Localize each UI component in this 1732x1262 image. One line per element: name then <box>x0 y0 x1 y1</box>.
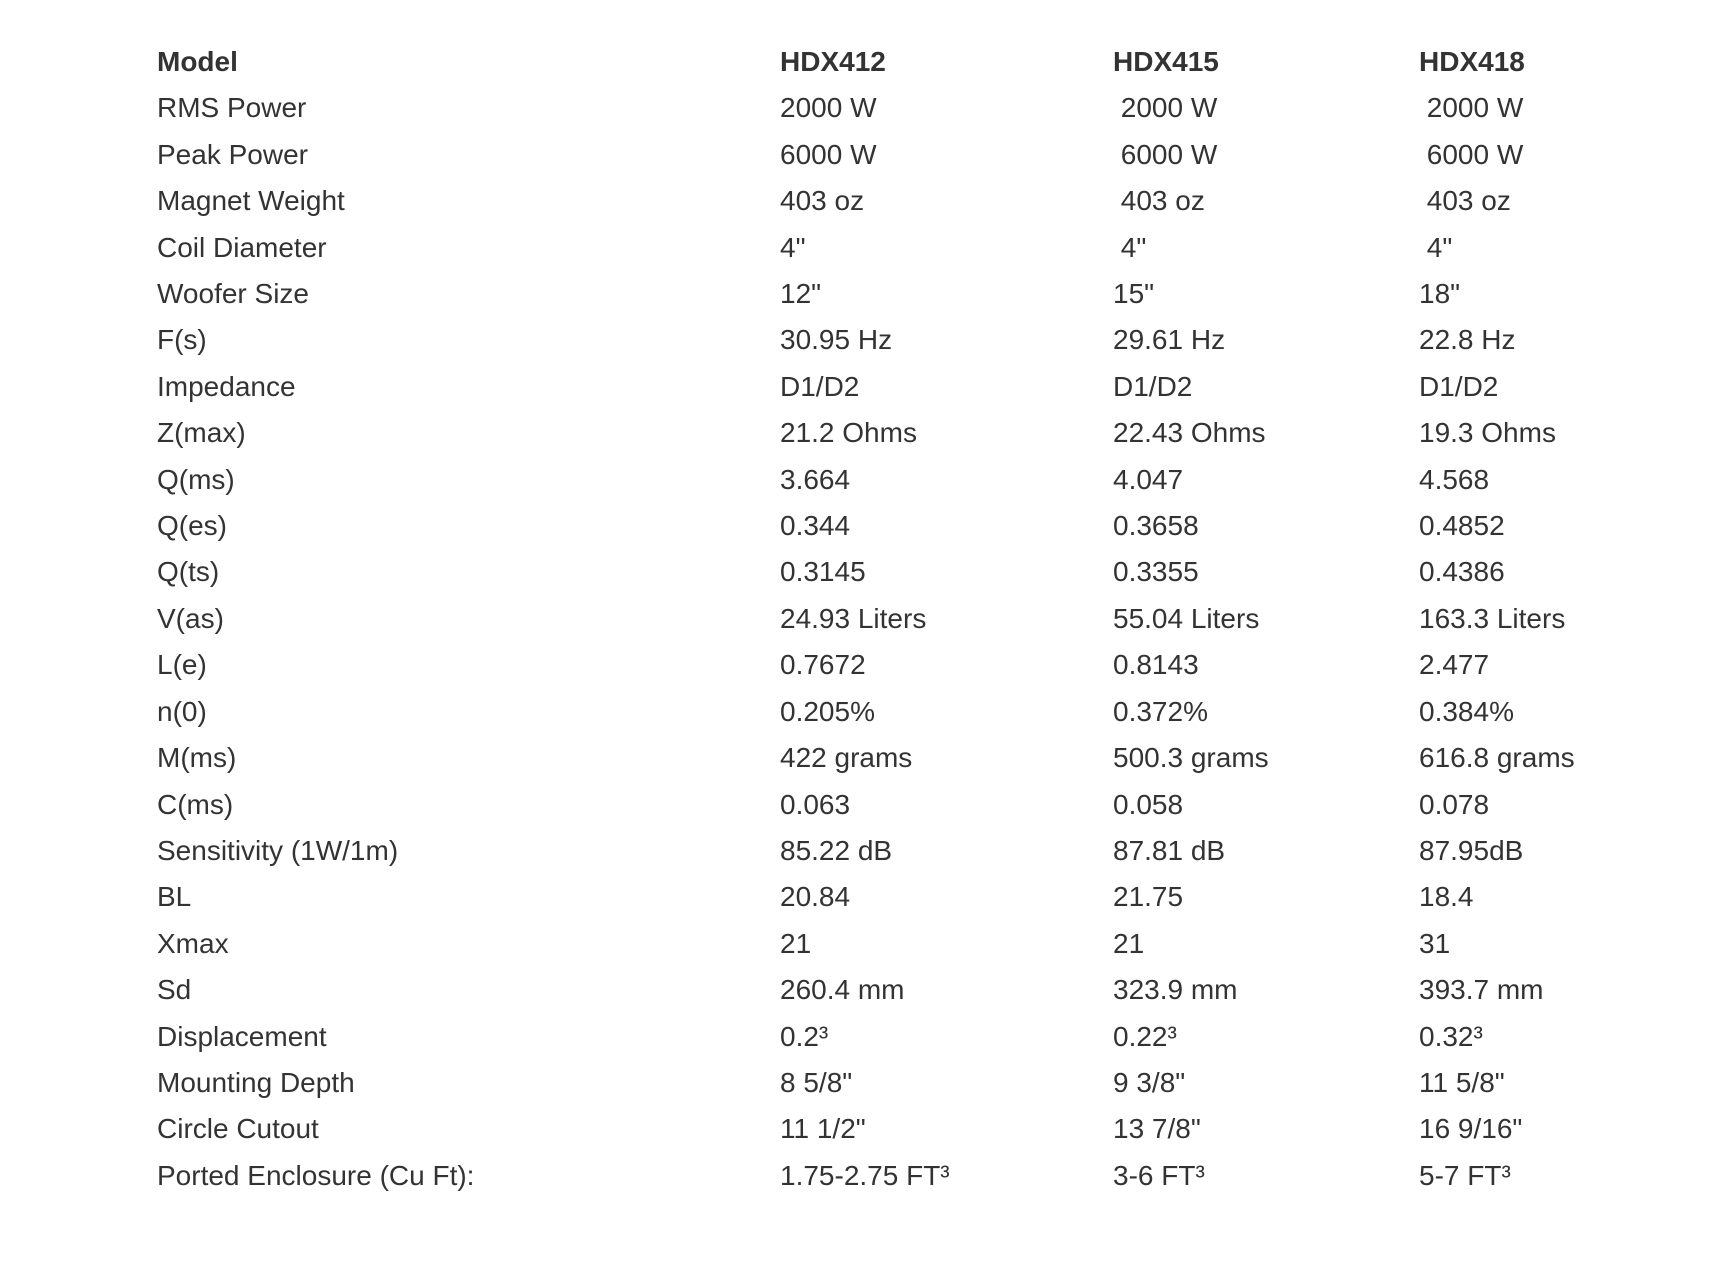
hdx412-value: 2000 W <box>780 92 877 124</box>
hdx415-value: 403 oz <box>1113 185 1205 217</box>
spec-label: F(s) <box>157 324 207 356</box>
table-row <box>157 503 1657 549</box>
hdx418-value: 2.477 <box>1419 649 1490 681</box>
hdx418-value: 0.078 <box>1419 788 1490 820</box>
hdx418-value: 403 oz <box>1419 185 1511 217</box>
hdx418-value: 5-7 FT³ <box>1419 1159 1511 1191</box>
table-row <box>157 364 1657 410</box>
spec-label: Ported Enclosure (Cu Ft): <box>157 1159 475 1191</box>
table-row <box>157 271 1657 317</box>
hdx412-value: 0.3145 <box>780 556 866 588</box>
hdx418-value: 2000 W <box>1419 92 1524 124</box>
hdx418-value: 0.4852 <box>1419 510 1505 542</box>
hdx418-value: 4.568 <box>1419 463 1490 495</box>
hdx415-value: 21 <box>1113 927 1145 959</box>
table-row <box>157 596 1657 642</box>
hdx412-value: 260.4 mm <box>780 974 905 1006</box>
spec-label: n(0) <box>157 695 207 727</box>
hdx412-value: 21.2 Ohms <box>780 417 917 449</box>
hdx418-value: 0.384% <box>1419 695 1514 727</box>
table-row <box>157 457 1657 503</box>
hdx412-value: 0.205% <box>780 695 875 727</box>
spec-table <box>157 39 1657 1199</box>
spec-label: Sensitivity (1W/1m) <box>157 834 399 866</box>
table-row <box>157 828 1657 874</box>
hdx418-value: 31 <box>1419 927 1451 959</box>
hdx412-value: 422 grams <box>780 742 913 774</box>
hdx415-value: 323.9 mm <box>1113 974 1238 1006</box>
hdx418-value: 22.8 Hz <box>1419 324 1516 356</box>
hdx418-value: 0.32³ <box>1419 1020 1483 1052</box>
table-row <box>157 1153 1657 1199</box>
hdx412-value: 6000 W <box>780 138 877 170</box>
spec-label: Woofer Size <box>157 278 309 310</box>
hdx415-value: 9 3/8" <box>1113 1066 1186 1098</box>
hdx418-value: 18" <box>1419 278 1461 310</box>
hdx412-value: 20.84 <box>780 881 851 913</box>
hdx412-value: 0.344 <box>780 510 851 542</box>
spec-label: Displacement <box>157 1020 327 1052</box>
header-hdx415: HDX415 <box>1113 46 1219 77</box>
table-row <box>157 549 1657 595</box>
spec-label: Q(es) <box>157 510 227 542</box>
hdx418-value: 4" <box>1419 231 1453 263</box>
header-hdx412: HDX412 <box>780 46 886 77</box>
table-row <box>157 1106 1657 1152</box>
hdx412-value: 1.75-2.75 FT³ <box>780 1159 950 1191</box>
hdx418-value: 11 5/8" <box>1419 1066 1505 1098</box>
table-row <box>157 225 1657 271</box>
hdx415-value: 0.372% <box>1113 695 1208 727</box>
header-row <box>157 39 1657 85</box>
table-row <box>157 132 1657 178</box>
spec-label: M(ms) <box>157 742 237 774</box>
hdx415-value: 2000 W <box>1113 92 1218 124</box>
hdx415-value: 0.3658 <box>1113 510 1199 542</box>
table-row <box>157 874 1657 920</box>
hdx415-value: D1/D2 <box>1113 370 1193 402</box>
hdx418-value: 16 9/16" <box>1419 1113 1523 1145</box>
spec-label: Impedance <box>157 370 296 402</box>
hdx418-value: 393.7 mm <box>1419 974 1544 1006</box>
spec-label: V(as) <box>157 602 224 634</box>
hdx418-value: 0.4386 <box>1419 556 1505 588</box>
hdx415-value: 87.81 dB <box>1113 834 1226 866</box>
table-row <box>157 689 1657 735</box>
hdx415-value: 500.3 grams <box>1113 742 1269 774</box>
table-row <box>157 410 1657 456</box>
hdx415-value: 3-6 FT³ <box>1113 1159 1205 1191</box>
hdx418-value: 6000 W <box>1419 138 1524 170</box>
hdx412-value: 0.063 <box>780 788 851 820</box>
spec-label: Q(ts) <box>157 556 220 588</box>
hdx415-value: 15" <box>1113 278 1155 310</box>
table-row <box>157 178 1657 224</box>
hdx412-value: 12" <box>780 278 822 310</box>
hdx415-value: 29.61 Hz <box>1113 324 1226 356</box>
hdx412-value: 403 oz <box>780 185 865 217</box>
hdx415-value: 13 7/8" <box>1113 1113 1201 1145</box>
hdx418-value: 616.8 grams <box>1419 742 1575 774</box>
table-row <box>157 317 1657 363</box>
spec-label: Mounting Depth <box>157 1066 355 1098</box>
hdx415-value: 55.04 Liters <box>1113 602 1260 634</box>
spec-table-header <box>157 39 1657 85</box>
hdx415-value: 0.22³ <box>1113 1020 1177 1052</box>
spec-label: Z(max) <box>157 417 246 449</box>
table-row <box>157 85 1657 131</box>
hdx412-value: D1/D2 <box>780 370 860 402</box>
spec-label: Peak Power <box>157 138 308 170</box>
spec-label: Circle Cutout <box>157 1113 319 1145</box>
hdx415-value: 4" <box>1113 231 1147 263</box>
table-row <box>157 642 1657 688</box>
hdx415-value: 22.43 Ohms <box>1113 417 1266 449</box>
header-model-label: Model <box>157 46 238 77</box>
hdx415-value: 0.3355 <box>1113 556 1199 588</box>
hdx418-value: 19.3 Ohms <box>1419 417 1556 449</box>
table-row <box>157 735 1657 781</box>
header-hdx418: HDX418 <box>1419 46 1525 77</box>
hdx415-value: 6000 W <box>1113 138 1218 170</box>
spec-label: C(ms) <box>157 788 234 820</box>
spec-label: RMS Power <box>157 92 307 124</box>
hdx418-value: 87.95dB <box>1419 834 1524 866</box>
spec-label: Sd <box>157 974 192 1006</box>
hdx412-value: 11 1/2" <box>780 1113 866 1145</box>
spec-label: Magnet Weight <box>157 185 345 217</box>
table-row <box>157 1060 1657 1106</box>
hdx418-value: D1/D2 <box>1419 370 1499 402</box>
hdx412-value: 0.7672 <box>780 649 866 681</box>
spec-label: L(e) <box>157 649 207 681</box>
hdx412-value: 0.2³ <box>780 1020 829 1052</box>
hdx412-value: 30.95 Hz <box>780 324 893 356</box>
hdx415-value: 0.058 <box>1113 788 1184 820</box>
table-row <box>157 1014 1657 1060</box>
hdx415-value: 21.75 <box>1113 881 1184 913</box>
spec-label: Q(ms) <box>157 463 235 495</box>
hdx412-value: 21 <box>780 927 812 959</box>
hdx412-value: 24.93 Liters <box>780 602 927 634</box>
hdx418-value: 18.4 <box>1419 881 1474 913</box>
hdx412-value: 4" <box>780 231 806 263</box>
spec-label: Xmax <box>157 927 229 959</box>
spec-table-body <box>157 85 1657 1199</box>
spec-label: BL <box>157 881 192 913</box>
spec-label: Coil Diameter <box>157 231 327 263</box>
hdx415-value: 4.047 <box>1113 463 1184 495</box>
hdx412-value: 85.22 dB <box>780 834 893 866</box>
table-row <box>157 967 1657 1013</box>
table-row <box>157 782 1657 828</box>
hdx415-value: 0.8143 <box>1113 649 1199 681</box>
hdx418-value: 163.3 Liters <box>1419 602 1566 634</box>
hdx412-value: 8 5/8" <box>780 1066 853 1098</box>
table-row <box>157 921 1657 967</box>
hdx412-value: 3.664 <box>780 463 851 495</box>
